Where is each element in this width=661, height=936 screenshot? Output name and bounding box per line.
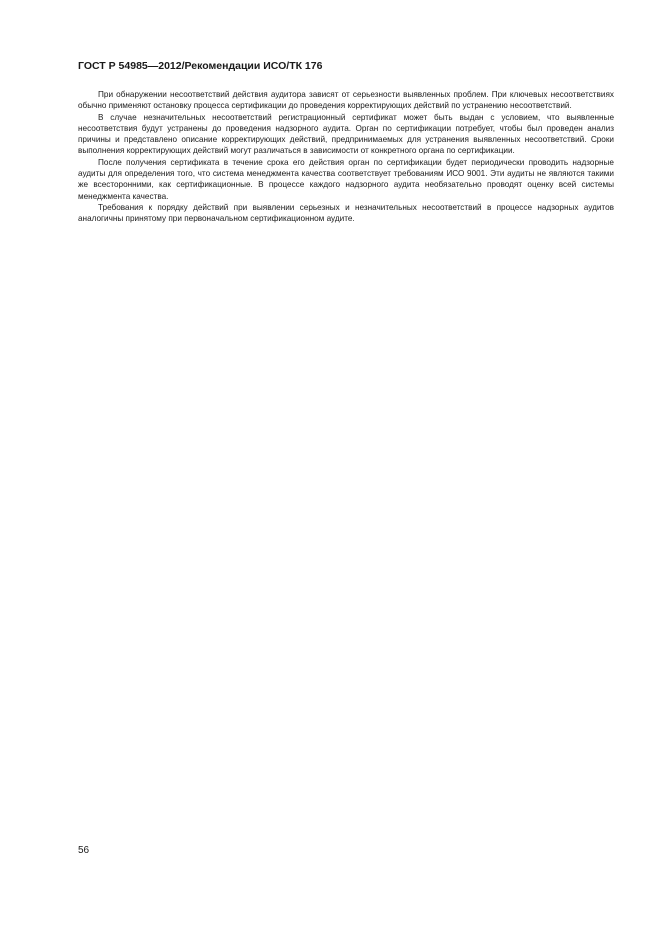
paragraph-nonconformity-actions: При обнаружении несоответствий действия аудитора зависят от серьезности выявленных проблем. При ключевых несоответствиях обычно применяют остановку процесса сертификации до проведения корректирующих действий по устранению несоответствий. — [78, 90, 614, 111]
paragraph-surveillance-requirements: Требования к порядку действий при выявлении серьезных и незначительных несоответствий в процессе надзорных аудитов аналогичны принятому при первоначальном сертификационном аудите. — [78, 202, 614, 224]
page-number: 56 — [78, 845, 90, 856]
page-header-title: ГОСТ Р 54985—2012/Рекомендации ИСО/ТК 176 — [78, 60, 323, 72]
paragraph-minor-nonconformities: В случае незначительных несоответствий регистрационный сертификат может быть выдан с условием, что выявленные несоответствия будут устранены до проведения надзорного аудита. Орган по сертификации потребует, чтобы был проведен анализ причины и представлено описание корректирующих действий, предпринимаемых для устранения выявленных несоответствий. Сроки выполнения корректирующих действий могут различаться в зависимости от конкретного органа по сертификации. — [78, 112, 614, 156]
paragraph-surveillance-audits: После получения сертификата в течение срока его действия орган по сертификации будет периодически проводить надзорные аудиты для определения того, что система менеджмента качества соответствует требованиям ИСО 9001. Эти аудиты не являются такими же всесторонними, как сертификационные. В процессе каждого надзорного аудита необязательно проводят оценку всей системы менеджмента качества. — [78, 157, 614, 201]
body-text — [78, 89, 614, 225]
